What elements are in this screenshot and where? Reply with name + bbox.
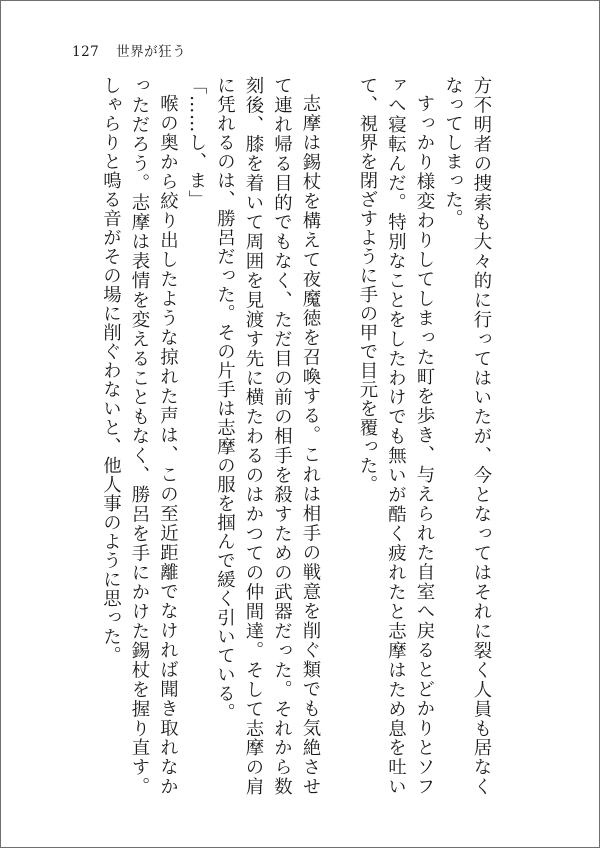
chapter-title: 世界が狂う: [116, 44, 187, 60]
page-number: 127: [72, 44, 100, 60]
dialogue-line: 「……し、ま」: [186, 76, 207, 209]
paragraph: すっかり様変わりしてしまった町を歩き、与えられた自室へ戻るとどかりとソファへ寝転んだ。特別なことをしたわけでも無いが酷く疲れたと志摩はため息を吐いて、視界を閉ざすように手の甲で目元を覆った。: [357, 76, 435, 796]
body-text: [95, 76, 495, 796]
paragraph-continued: 方不明者の捜索も大々的に行ってはいたが、今となってはそれに裂く人員も居なくなってしまった。: [442, 76, 492, 796]
paragraph: 喉の奥から絞り出したような掠れた声は、この至近距離でなければ聞き取れなかっただろう。志摩は表情を変えることもなく、勝呂を手にかけた錫杖を握り直す。しゃらりと鳴る音がその場に削ぐわないと、他人事のように思った。: [100, 76, 179, 796]
paragraph: 志摩は錫杖を構えて夜魔徳を召喚する。これは相手の戦意を削ぐ類でも気絶させて連れ帰る目的でもなく、ただ目の前の相手を殺すための武器だった。それから数刻後、膝を着いて周囲を見渡す先に横たわるのはかつての仲間達。そして志摩の肩に凭れるのは、勝呂だった。その片手は志摩の服を掴んで緩く引いている。: [214, 76, 321, 796]
blank-line: [324, 76, 353, 796]
running-header: [72, 40, 186, 60]
